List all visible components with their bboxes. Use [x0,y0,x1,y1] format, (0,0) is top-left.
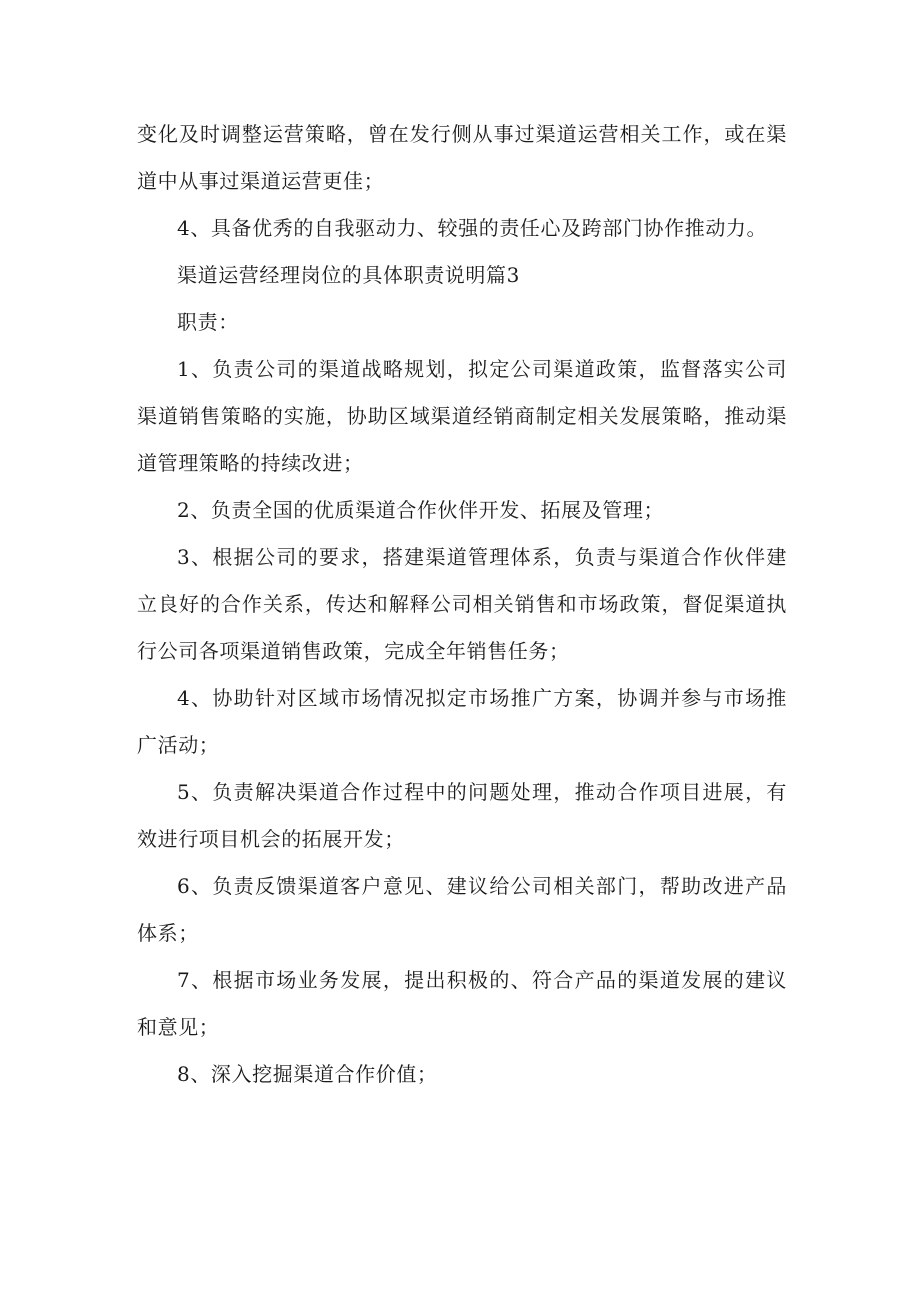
paragraph-duty-7: 7、根据市场业务发展，提出积极的、符合产品的渠道发展的建议和意见； [137,968,787,1039]
section-heading: 渠道运营经理岗位的具体职责说明篇3 [177,263,520,287]
paragraph-duty-6: 6、负责反馈渠道客户意见、建议给公司相关部门，帮助改进产品体系； [137,874,787,945]
paragraph-duty-3: 3、根据公司的要求，搭建渠道管理体系，负责与渠道合作伙伴建立良好的合作关系，传达和解释公司相关销售和市场政策，督促渠道执行公司各项渠道销售政策，完成全年销售任务； [137,545,787,663]
paragraph-duty-8: 8、深入挖掘渠道合作价值； [177,1062,438,1086]
paragraph-continuation: 变化及时调整运营策略，曾在发行侧从事过渠道运营相关工作，或在渠道中从事过渠道运营更佳； [137,122,787,193]
paragraph-duty-5: 5、负责解决渠道合作过程中的问题处理，推动合作项目进展，有效进行项目机会的拓展开发； [137,780,787,851]
paragraph-duty-1: 1、负责公司的渠道战略规划，拟定公司渠道政策，监督落实公司渠道销售策略的实施，协助区域渠道经销商制定相关发展策略，推动渠道管理策略的持续改进； [137,357,787,475]
duties-label: 职责： [177,310,239,334]
paragraph-requirement-4: 4、具备优秀的自我驱动力、较强的责任心及跨部门协作推动力。 [177,216,768,240]
document-body [137,111,787,1098]
paragraph-duty-2: 2、负责全国的优质渠道合作伙伴开发、拓展及管理； [177,498,665,522]
paragraph-duty-4: 4、协助针对区域市场情况拟定市场推广方案，协调并参与市场推广活动； [137,686,787,757]
